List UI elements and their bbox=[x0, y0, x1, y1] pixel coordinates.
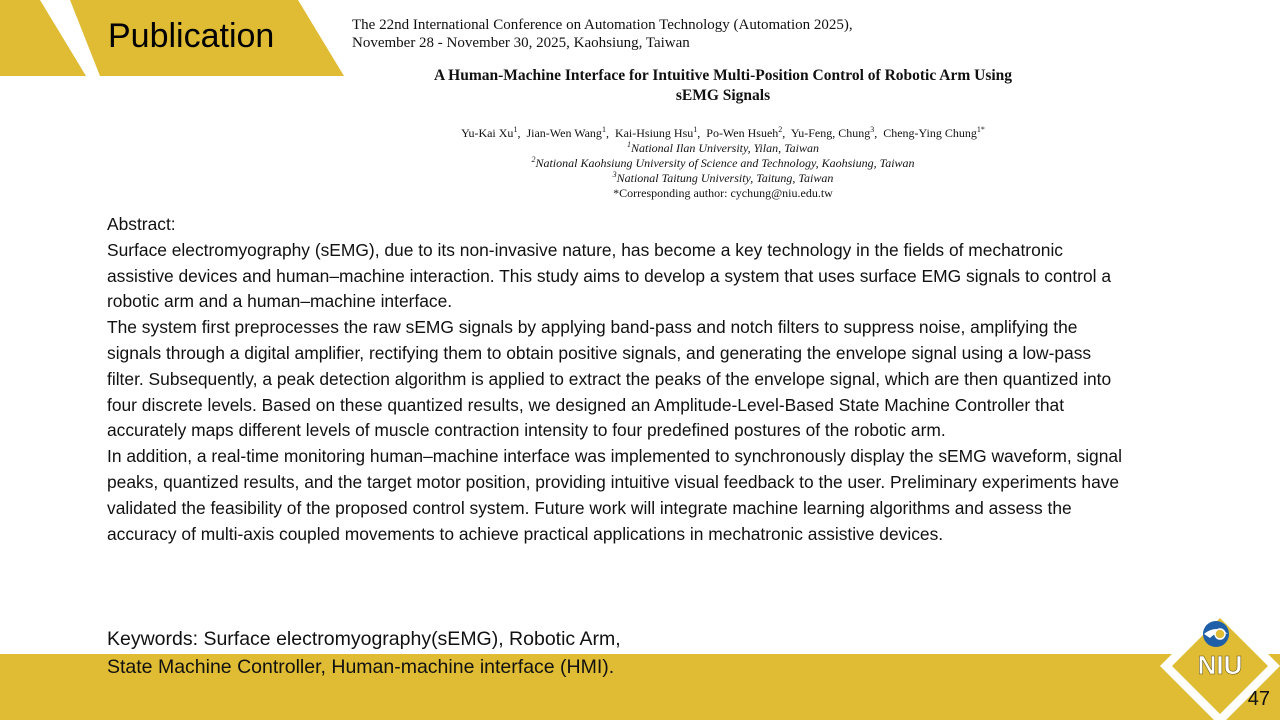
keywords-block bbox=[107, 625, 827, 681]
author-sup: 1 bbox=[693, 125, 698, 134]
affiliation: $^2$National Kaohsiung University of Science and Technology, Kaohsiung, Taiwan bbox=[531, 155, 915, 170]
conference-line-2: November 28 - November 30, 2025, Kaohsiung, Taiwan bbox=[352, 35, 690, 51]
paper-title-line-2: sEMG Signals bbox=[675, 87, 771, 104]
paper-title bbox=[352, 66, 1094, 106]
conference-line-1: The 22nd International Conference on Automation Technology (Automation 2025), bbox=[352, 17, 853, 33]
paper-title-line-1: A Human-Machine Interface for Intuitive Multi-Position Control of Robotic Arm Using bbox=[433, 67, 1013, 84]
abstract-block bbox=[107, 212, 1129, 547]
header-accent-shape bbox=[0, 0, 86, 76]
slide-title: Publication bbox=[108, 17, 275, 55]
author-name: Kai-Hsiung Hsu bbox=[614, 126, 694, 140]
page-number: 47 bbox=[1247, 688, 1270, 710]
author-sup: 1 bbox=[601, 125, 606, 134]
author-sup: 3 bbox=[870, 125, 875, 134]
affiliation: $^3$National Taitung University, Taitung, Taiwan bbox=[612, 170, 834, 185]
logo-text: NIU bbox=[1197, 650, 1243, 680]
author-name: Po-Wen Hsueh bbox=[706, 126, 779, 140]
keywords-line-1: Keywords: Surface electromyography(sEMG), Robotic Arm, bbox=[107, 628, 621, 650]
abstract-paragraph-3: In addition, a real-time monitoring human–machine interface was implemented to synchronously display the sEMG waveform, signal peaks, quantized results, and the target motor position, providing intuitive visual feedback to the user. Preliminary experiments have validated the feasibility of the proposed control system. Future work will integrate machine learning algorithms and assess the accuracy of multi-axis coupled movements to achieve practical applications in mechatronic assistive devices. bbox=[107, 446, 1122, 544]
author-sup: 1* bbox=[976, 125, 985, 134]
abstract-paragraph-2: The system first preprocesses the raw sEMG signals by applying band-pass and notch filters to suppress noise, amplifying the signals through a digital amplifier, rectifying them to obtain positive signals, and generating the envelope signal using a low-pass filter. Subsequently, a peak detection algorithm is applied to extract the peaks of the envelope signal, which are then quantized into four discrete levels. Based on these quantized results, we designed an Amplitude-Level-Based State Machine Controller that accurately maps different levels of muscle contraction intensity to four predefined postures of the robotic arm. bbox=[107, 317, 1112, 441]
author-name: Jian-Wen Wang bbox=[526, 126, 602, 140]
abstract-paragraph-1: Surface electromyography (sEMG), due to its non-invasive nature, has become a key technology in the fields of mechatronic assistive devices and human–machine interaction. This study aims to develop a system that uses surface EMG signals to control a robotic arm and a human–machine interface. bbox=[107, 239, 1111, 312]
affiliation: $^1$National Ilan University, Yilan, Taiwan bbox=[626, 140, 820, 155]
author-name: Yu-Feng, Chung bbox=[790, 126, 871, 140]
author-name: Cheng-Ying Chung bbox=[883, 126, 977, 140]
abstract-heading: Abstract: bbox=[107, 214, 176, 234]
conference-info bbox=[352, 16, 853, 52]
keywords-line-2: State Machine Controller, Human-machine interface (HMI). bbox=[107, 656, 615, 678]
author-sup: 1 bbox=[513, 125, 518, 134]
corresponding-author: *Corresponding author: cychung@niu.edu.tw bbox=[613, 186, 833, 200]
author-name: Yu-Kai Xu bbox=[461, 126, 514, 140]
author-sup: 2 bbox=[778, 125, 783, 134]
paper-authors-block bbox=[352, 126, 1094, 201]
author-list: Yu-Kai Xu$^1$, Jian-Wen Wang$^1$, Kai-Hsiung Hsu$^1$, Po-Wen Hsueh$^2$, Yu-Feng, Chung$^3$, Cheng-Ying Chung$^{1*}$ bbox=[461, 125, 985, 140]
